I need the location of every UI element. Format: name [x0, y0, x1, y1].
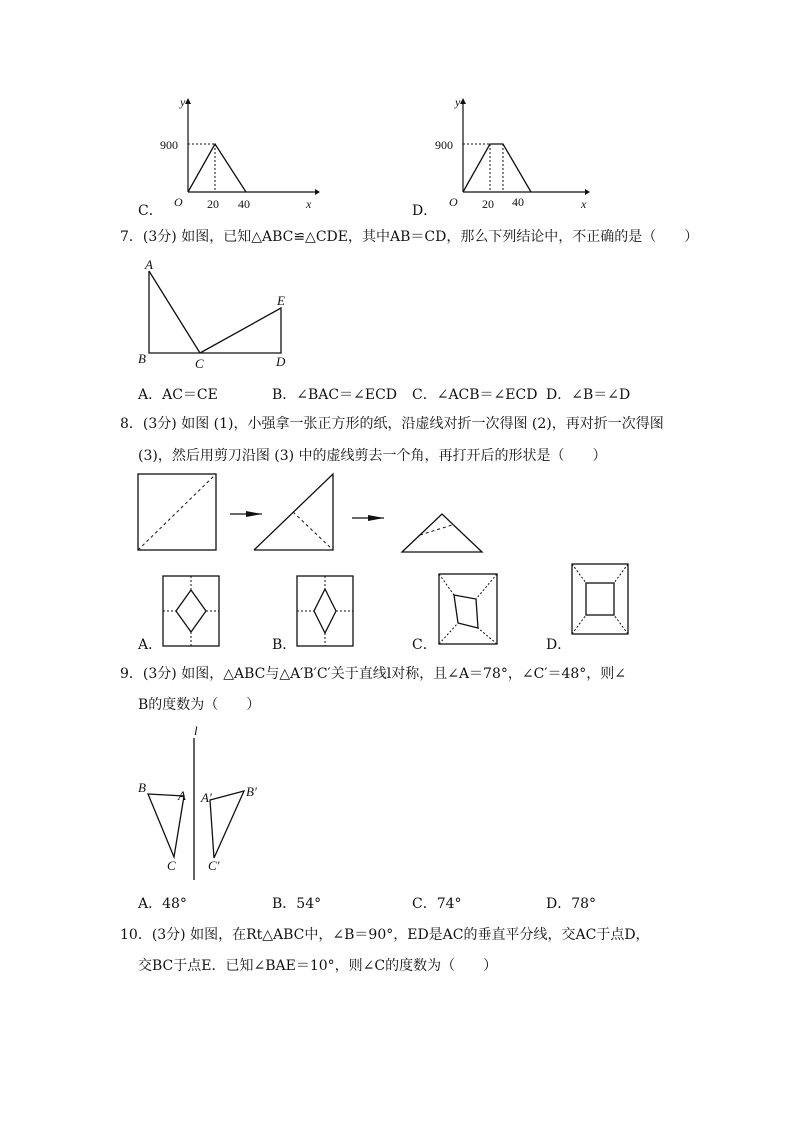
svg-text:900: 900: [160, 138, 178, 152]
svg-text:x: x: [306, 197, 312, 211]
svg-text:O: O: [449, 195, 458, 209]
q7-figure: [138, 258, 308, 378]
q7-option-a[interactable]: A．AC＝CE: [138, 387, 218, 403]
svg-text:900: 900: [435, 138, 453, 152]
svg-text:40: 40: [512, 195, 524, 209]
q9-option-a[interactable]: A．48°: [138, 896, 187, 912]
svg-text:D: D: [276, 354, 286, 369]
q6-graph-c: [160, 92, 320, 212]
q10-stem-line1: 10．(3分) 如图，在Rt△ABC中，∠B＝90°，ED是AC的垂直平分线，交AC于点D，: [120, 927, 650, 943]
svg-text:C: C: [195, 356, 204, 371]
svg-text:O: O: [174, 195, 183, 209]
q8-option-a[interactable]: A．: [138, 637, 163, 653]
svg-text:40: 40: [238, 197, 250, 211]
svg-text:C: C: [167, 858, 176, 873]
q9-option-c[interactable]: C．74°: [412, 896, 462, 912]
svg-text:y: y: [180, 95, 186, 109]
q8-option-d[interactable]: D．: [546, 637, 572, 653]
svg-text:20: 20: [207, 197, 219, 211]
q10-stem-line2: 交BC于点E．已知∠BAE＝10°，则∠C的度数为（ ）: [138, 958, 498, 974]
q9-option-b[interactable]: B．54°: [272, 896, 322, 912]
q6-graph-d: [435, 92, 595, 212]
svg-text:y: y: [455, 95, 461, 109]
svg-text:A: A: [178, 788, 186, 803]
q7-option-c[interactable]: C．∠ACB＝∠ECD: [412, 387, 538, 403]
svg-text:A: A: [145, 257, 153, 272]
svg-text:l: l: [194, 723, 198, 738]
svg-text:B: B: [138, 780, 146, 795]
q7-stem: 7．(3分) 如图，已知△ABC≌△CDE，其中AB＝CD，那么下列结论中，不正确的是（ ）: [120, 229, 699, 245]
q8-stem-line2: (3)，然后用剪刀沿图 (3) 中的虚线剪去一个角，再打开后的形状是（ ）: [138, 448, 607, 464]
q7-option-d[interactable]: D．∠B＝∠D: [546, 387, 631, 403]
svg-text:A′: A′: [201, 790, 212, 805]
q9-option-d[interactable]: D．78°: [546, 896, 597, 912]
svg-text:E: E: [277, 293, 285, 308]
q9-stem-line1: 9．(3分) 如图，△ABC与△A′B′C′关于直线l对称，且∠A＝78°，∠C′＝48°，则∠: [120, 666, 627, 682]
q8-option-d-figure[interactable]: [571, 563, 631, 637]
q8-option-a-figure[interactable]: [162, 575, 222, 647]
q8-option-c-figure[interactable]: [438, 573, 500, 647]
q8-stem-line1: 8．(3分) 如图 (1)，小强拿一张正方形的纸，沿虚线对折一次得图 (2)，再对折一次得图: [120, 416, 664, 432]
q7-option-b[interactable]: B．∠BAC＝∠ECD: [272, 387, 398, 403]
q8-option-c[interactable]: C．: [412, 637, 437, 653]
svg-text:20: 20: [482, 197, 494, 211]
q8-option-b[interactable]: B．: [272, 637, 297, 653]
q6-option-d-label: D．: [412, 203, 438, 219]
svg-text:x: x: [581, 197, 587, 211]
svg-text:B′: B′: [246, 784, 257, 799]
svg-text:B: B: [138, 351, 146, 366]
svg-text:C′: C′: [208, 858, 220, 873]
q9-figure: [134, 724, 274, 884]
q8-fold-sequence-figure: [130, 472, 490, 552]
q9-stem-line2: B的度数为（ ）: [138, 697, 261, 713]
q6-option-c-label: C．: [138, 203, 163, 219]
q8-option-b-figure[interactable]: [296, 575, 356, 647]
